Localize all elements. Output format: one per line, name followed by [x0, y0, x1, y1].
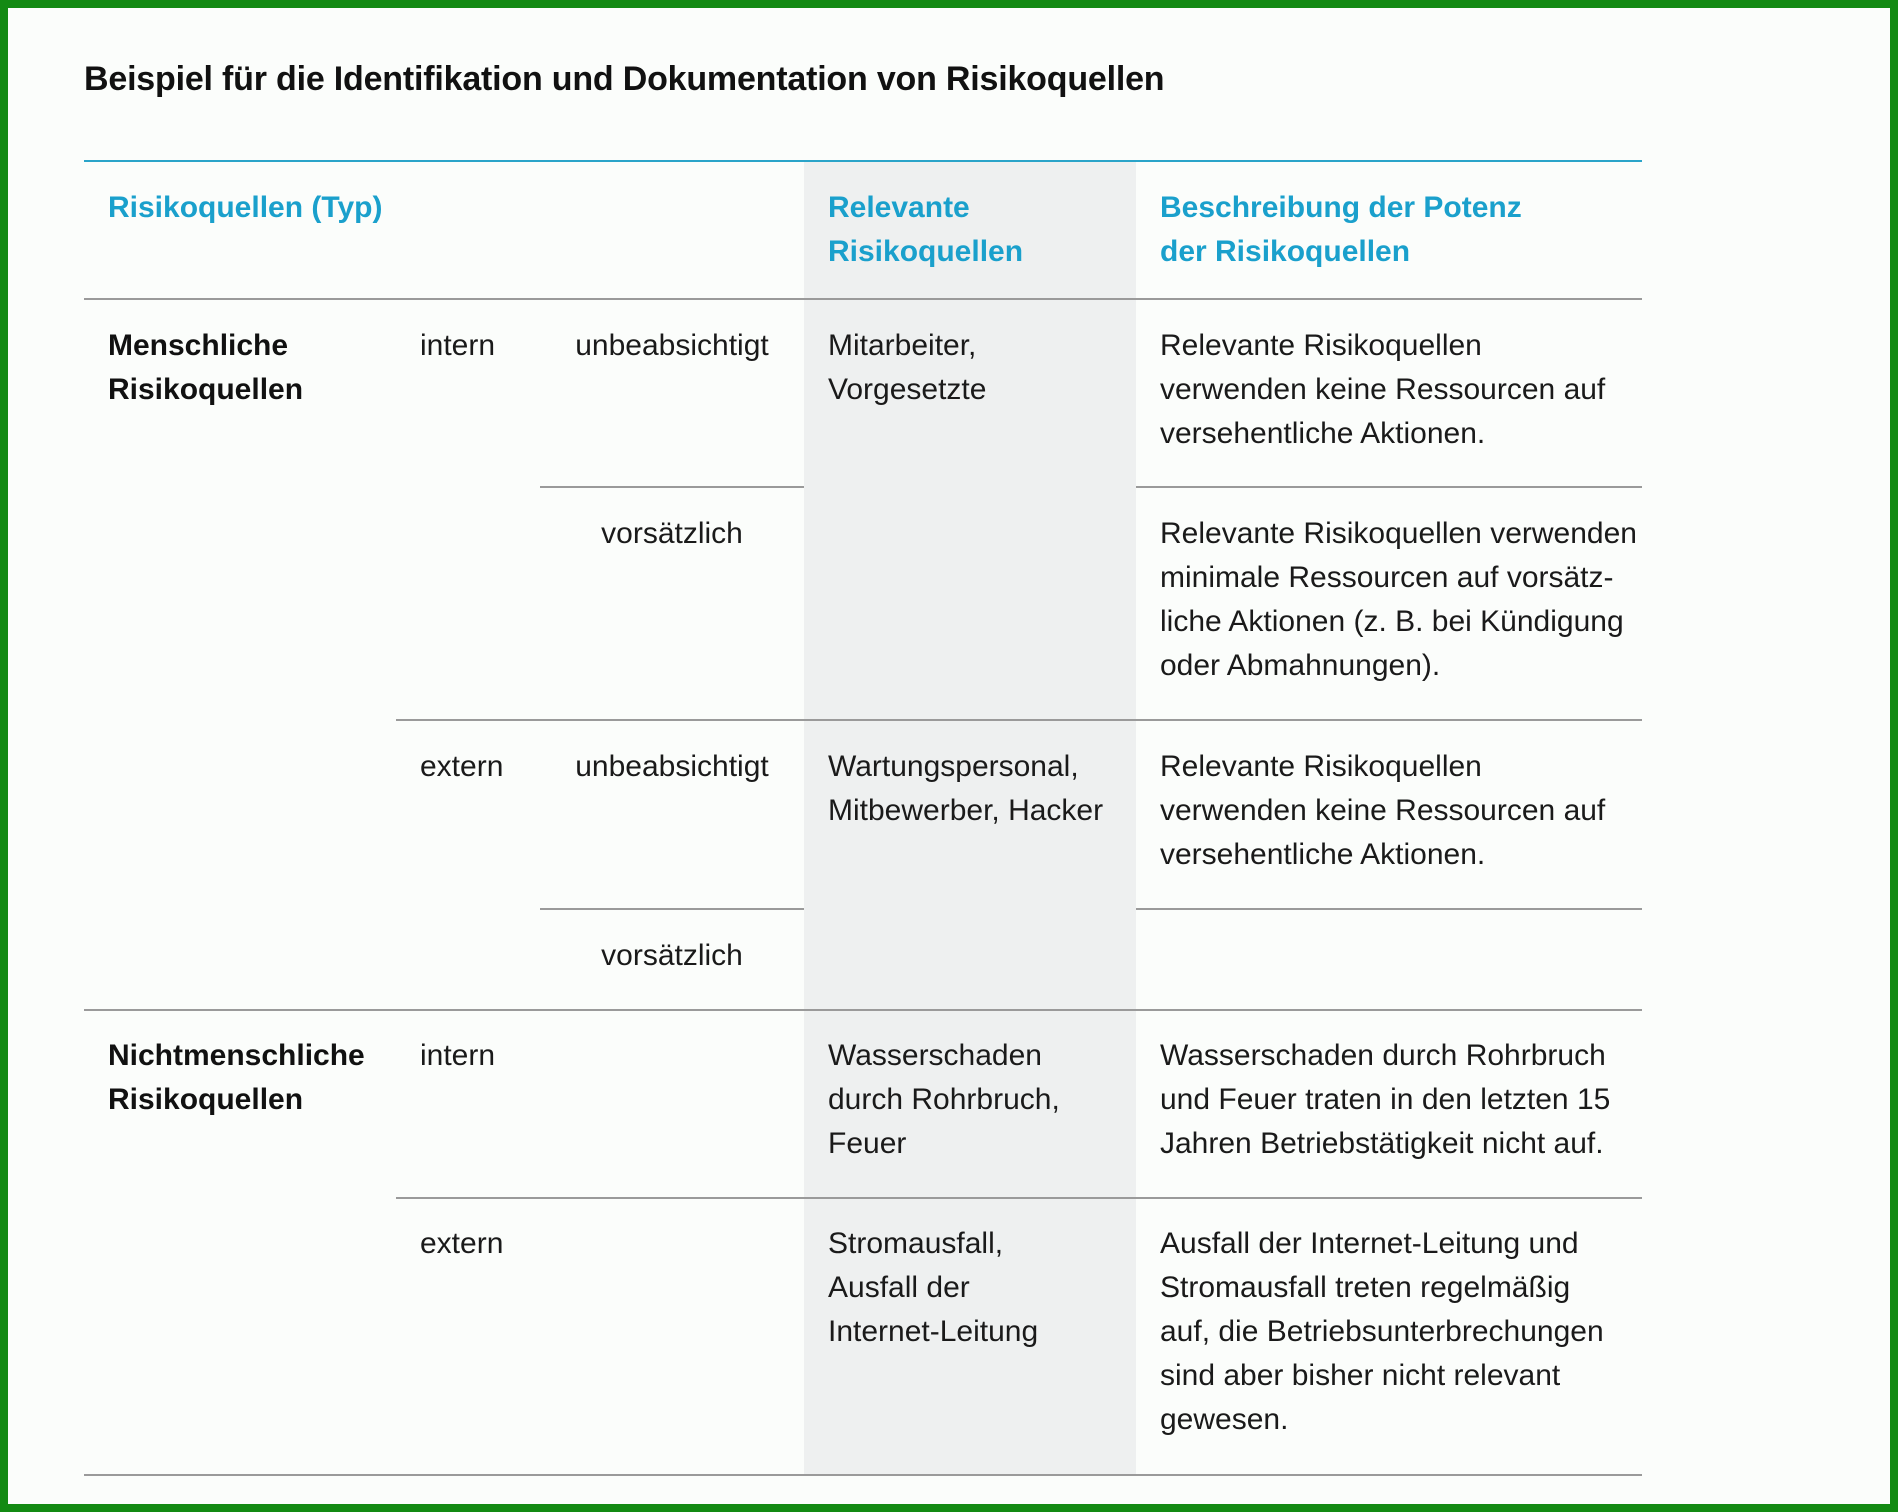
row-rule: [540, 908, 804, 910]
intent-label: vorsätzlich: [601, 517, 743, 550]
description-cell: Relevante Risikoquellen verwenden keine Ressourcen auf versehentliche Aktionen.: [1160, 329, 1606, 450]
group-rule: [84, 1009, 1642, 1011]
row-rule: [540, 486, 804, 488]
header-rule: [84, 298, 1642, 300]
header-relevant: Relevante Risikoquellen: [828, 191, 1024, 268]
intent-label: vorsätzlich: [601, 939, 743, 972]
relevant-sources: Mitarbeiter, Vorgesetzte: [828, 329, 987, 406]
origin-label: extern: [420, 1227, 504, 1260]
relevant-sources: Stromausfall, Ausfall der Internet-Leitung: [828, 1227, 1039, 1348]
description-cell: Relevante Risikoquellen verwenden keine Ressourcen auf versehentliche Aktionen.: [1160, 750, 1606, 871]
description-cell: Relevante Risikoquellen verwenden minimale Ressourcen auf vorsätz- liche Aktionen (z. B. bei Kündigung oder Abmahnungen).: [1160, 517, 1637, 682]
description-cell: Wasserschaden durch Rohrbruch und Feuer traten in den letzten 15 Jahren Betriebstätigkeit nicht auf.: [1160, 1039, 1611, 1160]
origin-label: intern: [420, 1039, 496, 1072]
row-rule: [1136, 908, 1642, 910]
relevant-sources: Wasserschaden durch Rohrbruch, Feuer: [828, 1039, 1060, 1160]
row-rule: [1136, 486, 1642, 488]
table-bottom-rule: [84, 1474, 1642, 1476]
category-label: Menschliche Risikoquellen: [108, 329, 304, 406]
intent-label: unbeabsichtigt: [575, 750, 769, 783]
risk-sources-table: [84, 160, 1642, 1476]
header-description: Beschreibung der Potenz der Risikoquellen: [1160, 191, 1522, 268]
table-top-rule: [84, 160, 1642, 162]
header-type: Risikoquellen (Typ): [108, 191, 383, 224]
subgroup-rule: [396, 1197, 1642, 1199]
origin-label: intern: [420, 329, 496, 362]
relevant-sources: Wartungspersonal, Mitbewerber, Hacker: [828, 750, 1104, 827]
intent-label: unbeabsichtigt: [575, 329, 769, 362]
category-label: Nichtmenschliche Risikoquellen: [108, 1039, 365, 1116]
subgroup-rule: [396, 719, 1642, 721]
origin-label: extern: [420, 750, 504, 783]
page-title: Beispiel für die Identifikation und Dokumentation von Risikoquellen: [84, 60, 1165, 98]
description-cell: Ausfall der Internet-Leitung und Stromausfall treten regelmäßig auf, die Betriebsunterbrechungen sind aber bisher nicht relevant gewesen.: [1160, 1227, 1604, 1436]
